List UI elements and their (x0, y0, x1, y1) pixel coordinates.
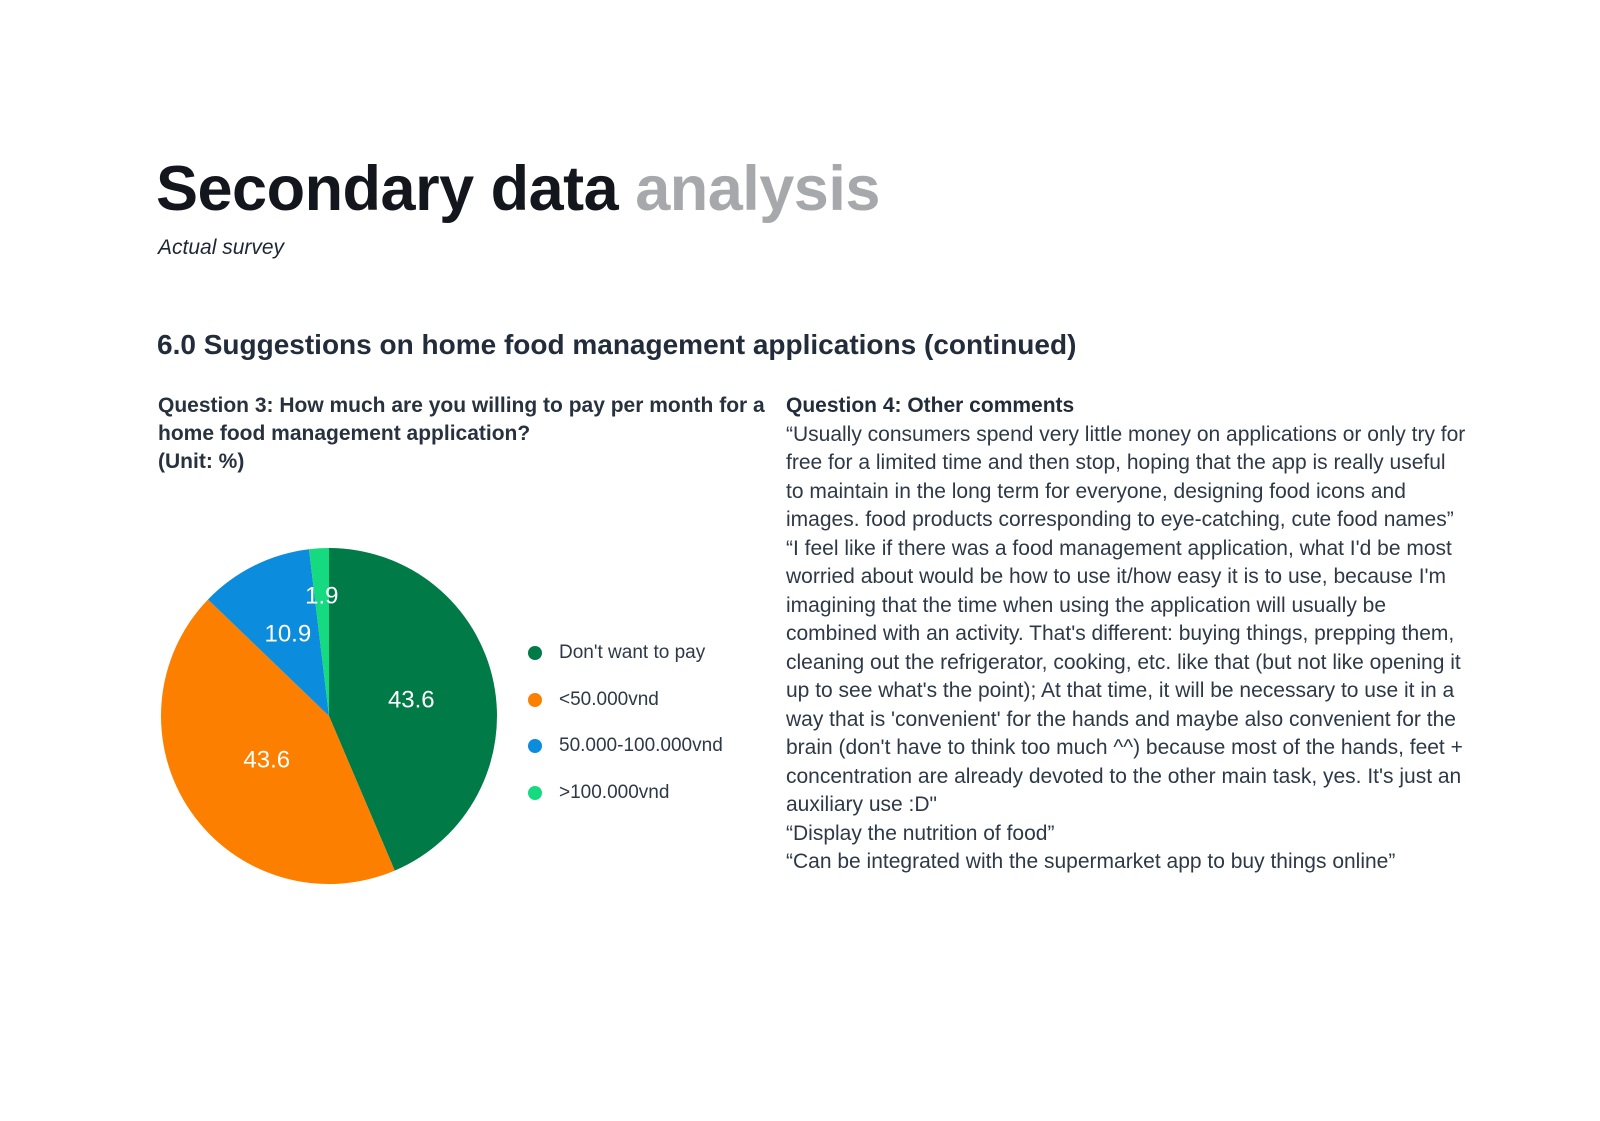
question4-block (786, 392, 1466, 877)
page-title (156, 154, 880, 224)
comment-quote: “Can be integrated with the supermarket app to buy things online” (786, 850, 1396, 873)
legend-swatch-icon (528, 786, 542, 800)
question3-heading: Question 3: How much are you willing to pay per month for a home food management application? (158, 394, 765, 445)
comment-quote: “Display the nutrition of food” (786, 821, 1055, 845)
page-title-accent: analysis (635, 154, 880, 224)
question3-unit-note: (Unit: %) (158, 450, 245, 473)
legend-swatch-icon (528, 739, 542, 753)
question4-comments (786, 421, 1466, 877)
pie-slice-value-label: 43.6 (243, 746, 291, 774)
legend-swatch-icon (528, 646, 542, 660)
legend-label: >100.000vnd (559, 781, 670, 803)
legend-label: Don't want to pay (559, 642, 706, 664)
question3-block (158, 392, 803, 476)
legend-label: 50.000-100.000vnd (559, 735, 723, 757)
comment-quote: “Usually consumers spend very little money on applications or only try for free for a limited time and then stop, hoping that the app is really useful to maintain in the long term for everyone, designing food icons and images. food products corresponding to eye-catching, cute food names” (786, 422, 1466, 531)
section-heading: 6.0 Suggestions on home food management applications (continued) (157, 329, 1077, 360)
legend-label: <50.000vnd (559, 688, 659, 710)
legend-item (528, 770, 723, 817)
pie-slice-value-label: 1.9 (305, 582, 339, 610)
comment-quote: “I feel like if there was a food management application, what I'd be most worried about would be how to use it/how easy it is to use, because I'm imagining that the time when using the application will usually be combined with an activity. That's different: buying things, prepping them, cleaning out the refrigerator, cooking, etc. like that (but not like opening it up to see what's the point); At that time, it will be necessary to use it in a way that is 'convenient' for the hands and maybe also convenient for the brain (don't have to think too much ^^) because most of the hands, feet + concentration are already devoted to the other main task, yes. It's just an auxiliary use :D" (786, 536, 1463, 816)
legend-item (528, 630, 723, 677)
pie-chart (149, 536, 509, 896)
legend-swatch-icon (528, 693, 542, 707)
pie-slice-value-label: 43.6 (387, 686, 435, 714)
pie-legend (528, 630, 723, 816)
page-title-primary: Secondary data (156, 154, 619, 224)
question4-heading: Question 4: Other comments (786, 394, 1075, 417)
legend-item (528, 677, 723, 724)
page-subtitle: Actual survey (158, 236, 285, 259)
legend-item (528, 723, 723, 770)
pie-slice-value-label: 10.9 (264, 620, 312, 648)
